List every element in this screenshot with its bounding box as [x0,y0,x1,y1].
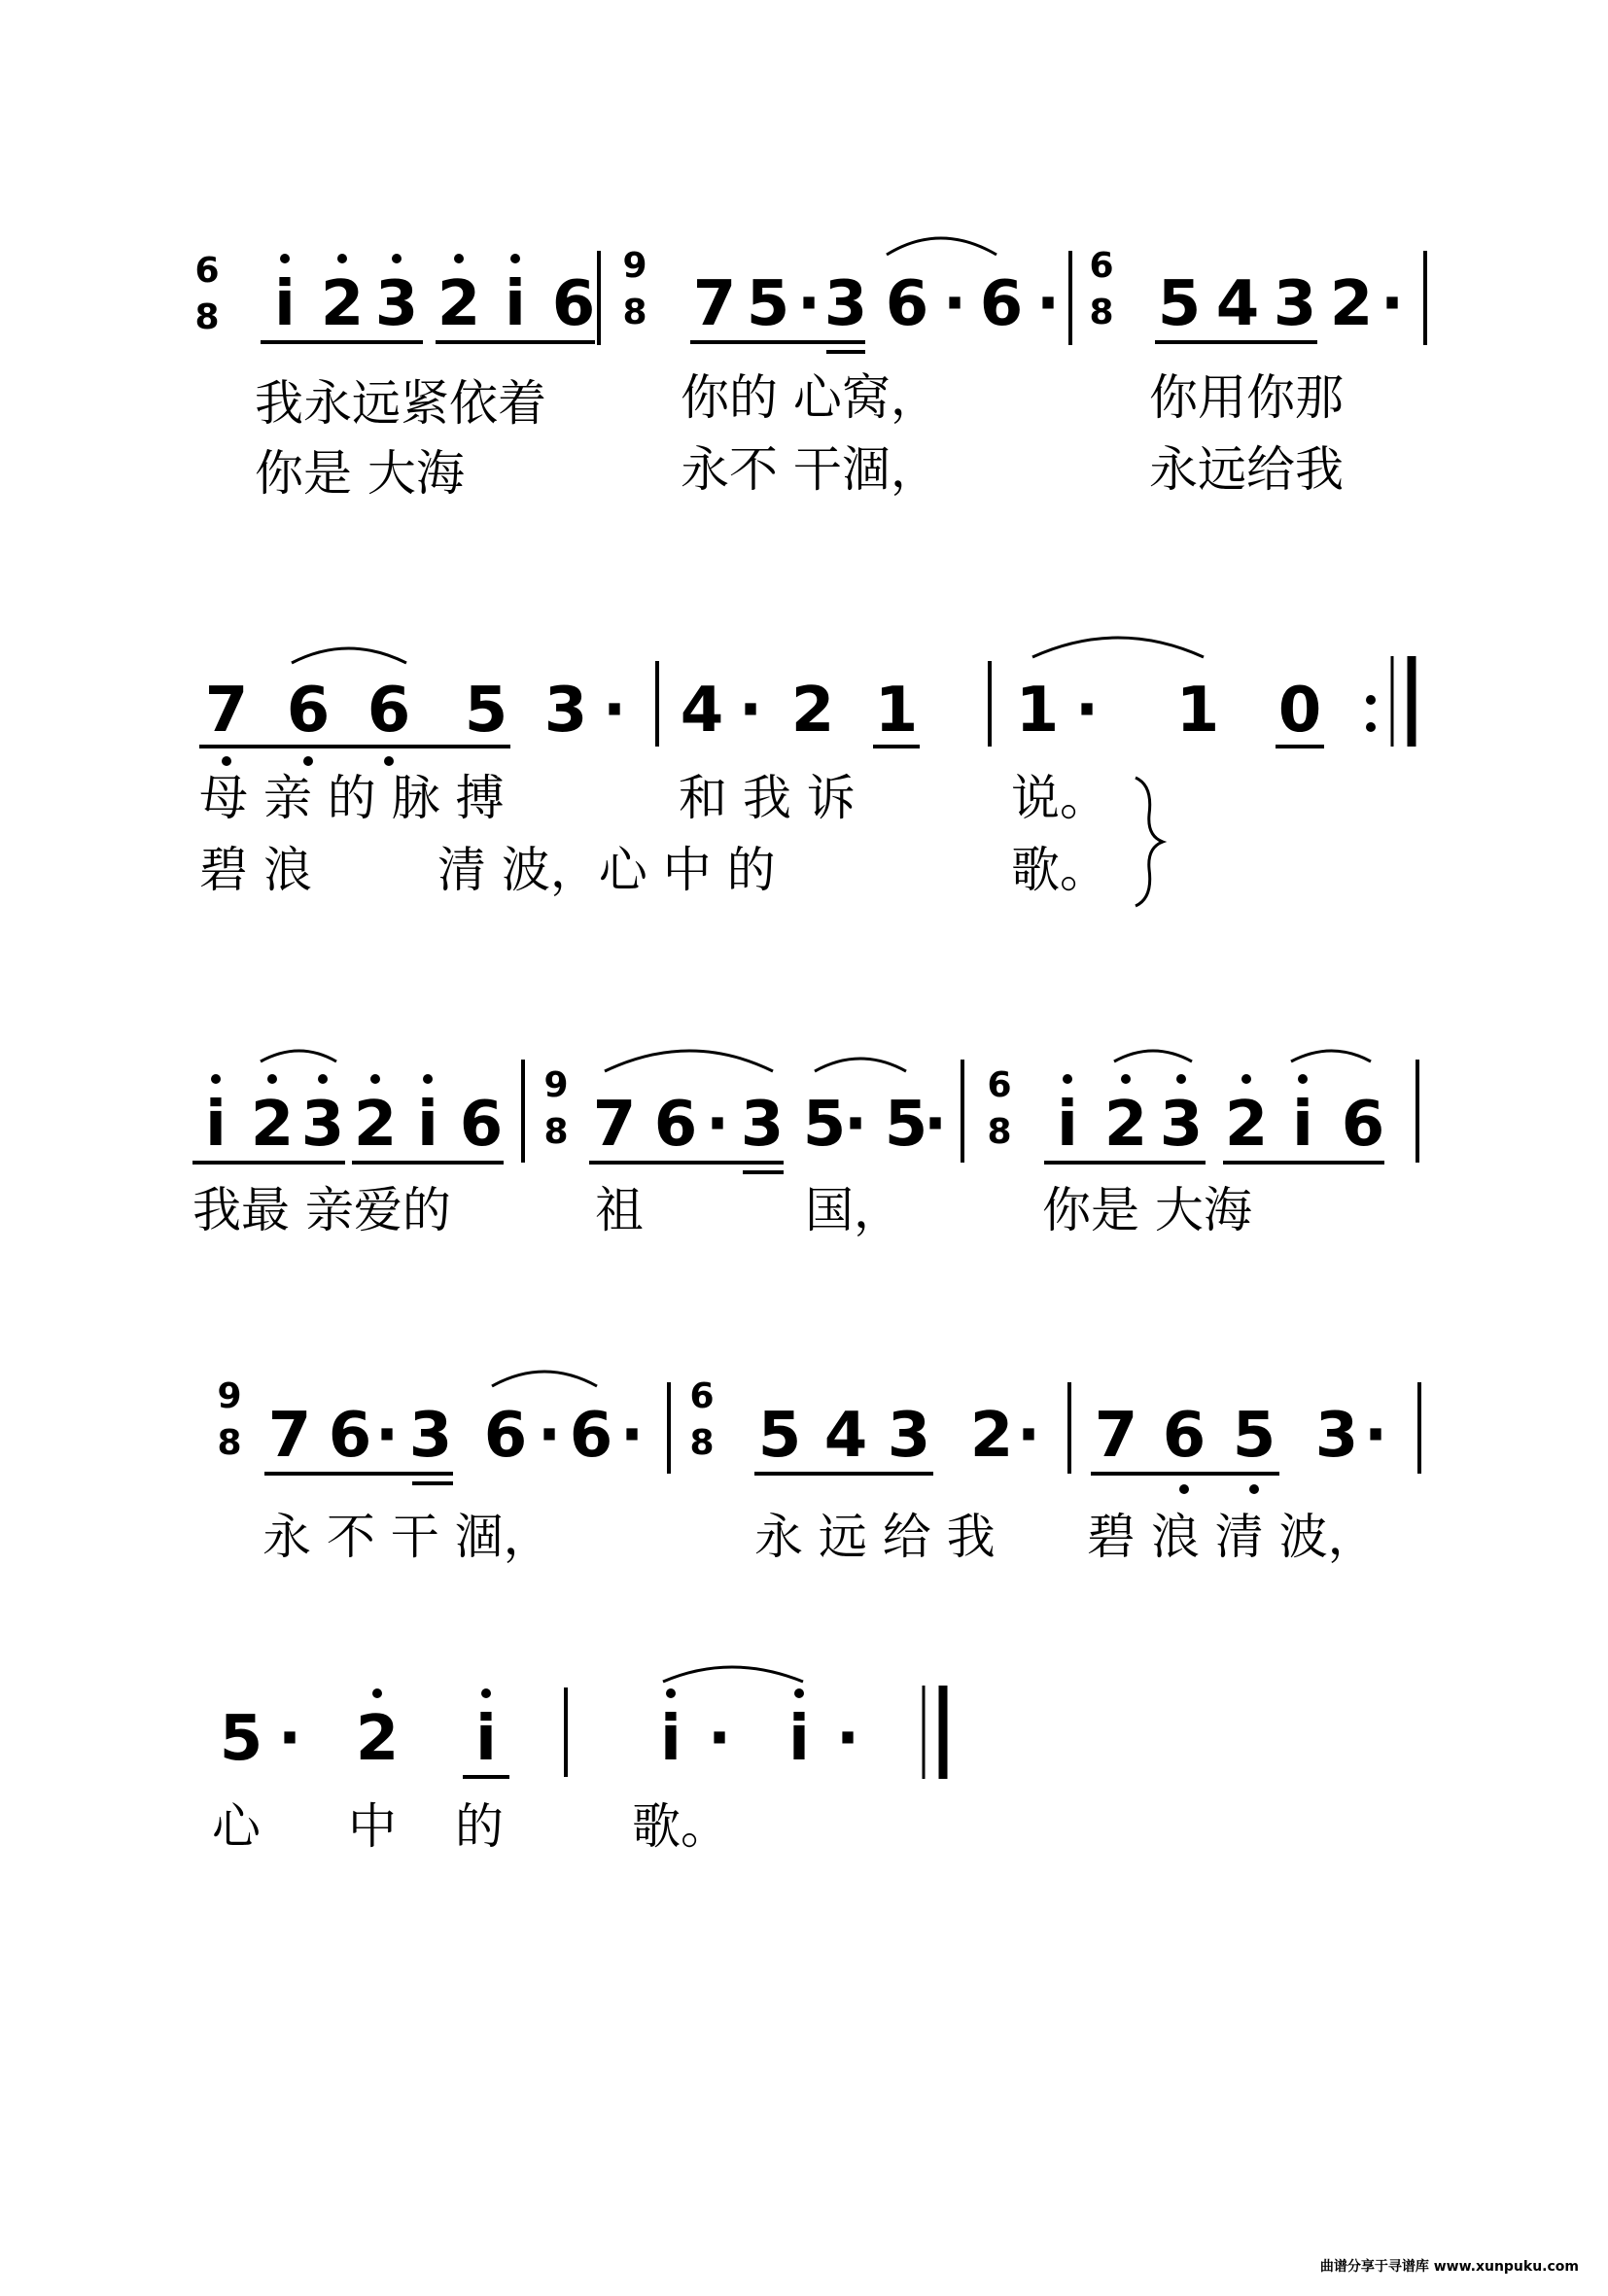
svg-text:6: 6 [1089,246,1114,286]
note: 4 [1215,268,1260,340]
octave-dot [1063,1074,1072,1084]
note: 5 [802,1089,847,1161]
note: · [1380,268,1405,340]
svg-text:8: 8 [217,1423,242,1463]
slur [605,1051,773,1071]
lyric-brace [1136,778,1163,906]
note: 3 [1314,1400,1359,1472]
octave-dot [510,254,520,263]
svg-text:8: 8 [194,297,220,337]
lyric-text: 国， [805,1182,902,1238]
lyric-text: 永 不 干 涸， [262,1509,552,1565]
octave-dot [1241,1074,1251,1084]
note: · [277,1703,302,1775]
svg-text:9: 9 [622,246,647,286]
note: 4 [680,675,724,747]
octave-dot [423,1074,433,1084]
lyric-text: 永不 干涸， [681,441,939,498]
svg-text:6: 6 [689,1376,715,1416]
note: 7 [592,1089,637,1161]
note: · [619,1400,645,1472]
note: i [660,1703,682,1775]
lyric-text: 的 [455,1798,504,1855]
note: 4 [823,1400,868,1472]
note: · [796,268,821,340]
lyric-text: 清 波，心 中 的 [437,842,776,898]
lyric-text: 歌。 [1011,842,1108,898]
note: 6 [653,1089,698,1161]
octave-dot [222,756,231,766]
note: · [374,1400,400,1472]
svg-text:8: 8 [689,1423,715,1463]
note: 6 [551,268,596,340]
note: 2 [437,268,481,340]
lyric-text: 我最 亲爱的 [192,1182,451,1238]
lyric-text: 和 我 诉 [679,770,856,826]
svg-text:8: 8 [987,1112,1012,1152]
note: 2 [1329,268,1374,340]
svg-text:9: 9 [543,1065,569,1105]
lyric-text: 碧 浪 清 波， [1087,1509,1377,1565]
note: 3 [887,1400,931,1472]
octave-dot [1176,1074,1186,1084]
note: 7 [692,268,737,340]
note: 6 [885,268,929,340]
note: · [843,1089,868,1161]
note: i [788,1703,810,1775]
lyric-text: 说。 [1011,770,1108,826]
note: · [1016,1400,1041,1472]
svg-text:6: 6 [987,1065,1012,1105]
note: 2 [355,1703,400,1775]
note: 3 [740,1089,785,1161]
octave-dot [1298,1074,1308,1084]
note: 3 [408,1400,453,1472]
note: · [705,1089,730,1161]
note: 7 [1094,1400,1138,1472]
note: 5 [746,268,790,340]
note: · [707,1703,732,1775]
repeat-dot [1366,695,1376,705]
note: i [417,1089,438,1161]
time-signature [217,1376,241,1463]
octave-dot [372,1688,382,1698]
time-signature [194,251,219,337]
note: 2 [1103,1089,1148,1161]
note: 5 [1232,1400,1276,1472]
time-signature [543,1065,568,1152]
lyric-text: 心 [212,1798,261,1855]
svg-text:6: 6 [194,251,220,291]
lyric-text: 碧 浪 [199,842,312,898]
repeat-dot [1366,722,1376,732]
note: 2 [320,268,365,340]
time-signature [1089,246,1113,332]
octave-dot [1121,1074,1131,1084]
svg-text:8: 8 [1089,293,1114,332]
note: · [835,1703,860,1775]
note: i [274,268,296,340]
note: 3 [374,268,419,340]
lyric-text: 中 [348,1798,397,1855]
note: · [537,1400,562,1472]
note: 1 [1015,675,1060,747]
slur [292,648,406,663]
note: i [205,1089,227,1161]
octave-dot [1179,1484,1189,1494]
octave-dot [280,254,290,263]
note: · [738,675,763,747]
octave-dot [1249,1484,1259,1494]
note: 3 [1159,1089,1204,1161]
octave-dot [211,1074,221,1084]
svg-text:8: 8 [543,1112,569,1152]
slur [815,1059,906,1071]
note: 6 [1162,1400,1206,1472]
system-2 [199,638,1412,906]
lyric-text: 母 亲 的 脉 搏 [199,770,505,826]
octave-dot [666,1688,676,1698]
octave-dot [370,1074,380,1084]
note: 5 [757,1400,802,1472]
octave-dot [384,756,394,766]
footer-credit: 曲谱分享于寻谱库 www.xunpuku.com [1319,2259,1579,2275]
slur [887,238,996,255]
note: 2 [969,1400,1014,1472]
note: 1 [874,675,919,747]
lyric-text: 你用你那 [1149,369,1344,426]
svg-text:9: 9 [217,1376,242,1416]
lyric-text: 我永远紧依着 [255,375,546,432]
note: i [1057,1089,1078,1161]
system-3 [192,1051,1417,1238]
lyric-text: 永 远 给 我 [754,1509,996,1565]
slur [261,1051,336,1061]
time-signature [622,246,647,332]
note: 6 [459,1089,504,1161]
note: 1 [1175,675,1220,747]
lyric-text: 歌。 [632,1798,729,1855]
lyric-text: 你的 心窝， [681,369,939,426]
note: 3 [1273,268,1317,340]
note: 5 [464,675,508,747]
note: 7 [267,1400,312,1472]
note: 6 [483,1400,528,1472]
lyric-text: 你是 大海 [255,445,465,502]
system-5 [212,1667,943,1855]
octave-dot [794,1688,804,1698]
slur [1032,638,1204,657]
note: 3 [543,675,588,747]
note: i [1292,1089,1313,1161]
lyric-text: 你是 大海 [1042,1182,1252,1238]
svg-text:8: 8 [622,293,647,332]
octave-dot [318,1074,328,1084]
slur [1114,1051,1192,1061]
system-4 [217,1372,1419,1565]
note: 6 [1341,1089,1385,1161]
octave-dot [392,254,402,263]
note: 5 [884,1089,928,1161]
lyric-text: 永远给我 [1149,441,1344,498]
octave-dot [267,1074,277,1084]
note: · [1035,268,1061,340]
note: 3 [823,268,868,340]
note: 7 [204,675,249,747]
time-signature [689,1376,714,1463]
note: 3 [300,1089,345,1161]
note: 2 [250,1089,295,1161]
note: 6 [367,675,411,747]
octave-dot [481,1688,491,1698]
slur [1291,1051,1371,1061]
note: · [602,675,627,747]
octave-dot [337,254,347,263]
slur [492,1372,597,1386]
note: i [505,268,526,340]
note: 5 [1157,268,1202,340]
system-1 [194,238,1425,502]
note: · [1074,675,1100,747]
note: 0 [1277,675,1322,747]
note: 6 [569,1400,613,1472]
note: 6 [286,675,331,747]
lyric-text: 祖 [595,1182,644,1238]
note: · [923,1089,948,1161]
note: 6 [328,1400,372,1472]
note: 2 [1224,1089,1269,1161]
note: 5 [219,1703,263,1775]
note: · [942,268,967,340]
time-signature [987,1065,1011,1152]
note: 2 [353,1089,398,1161]
note: 6 [979,268,1024,340]
octave-dot [454,254,464,263]
note: 2 [790,675,835,747]
octave-dot [303,756,313,766]
note: i [475,1703,497,1775]
note: · [1363,1400,1388,1472]
slur [663,1667,803,1682]
